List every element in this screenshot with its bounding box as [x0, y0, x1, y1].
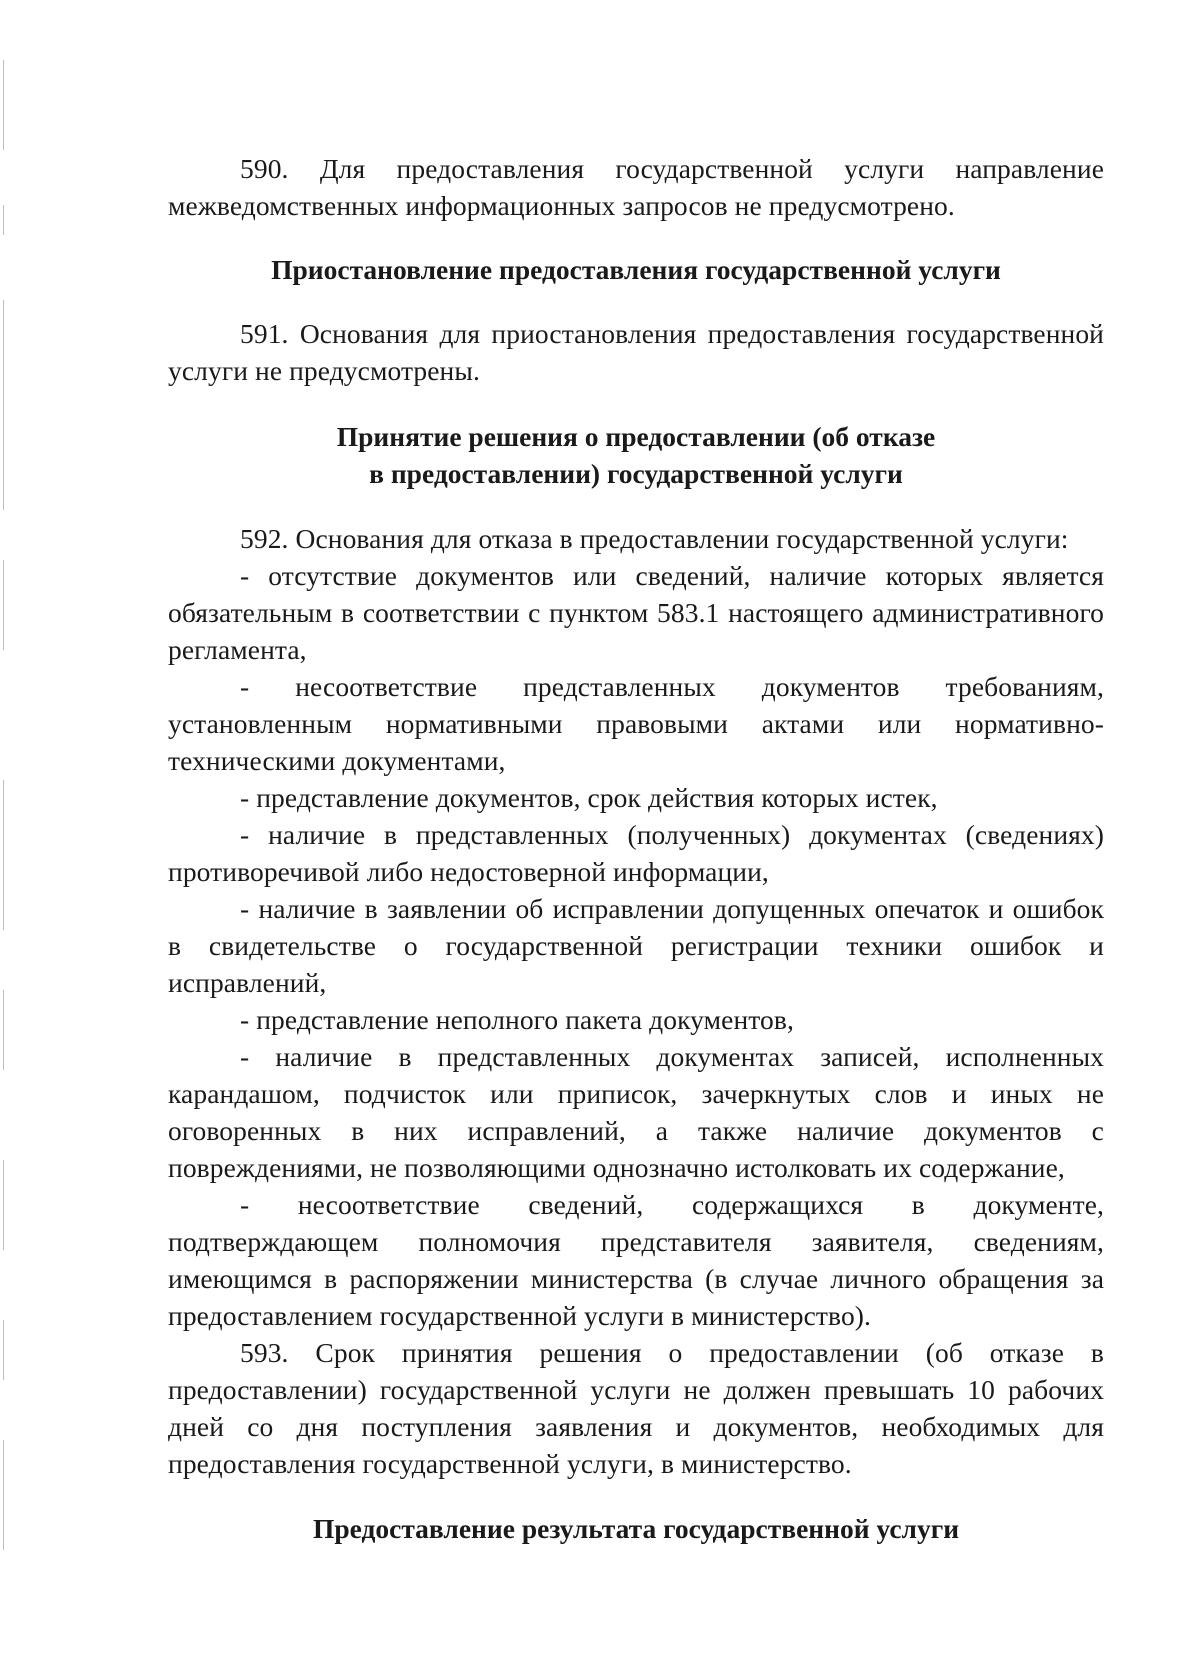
refusal-ground: - представление документов, срок действия которых истек,	[240, 782, 938, 813]
refusal-ground: - представление неполного пакета документов,	[240, 1004, 794, 1035]
heading-decision-line2: в предоставлении) государственной услуги	[369, 458, 903, 489]
scan-edge-mark	[3, 205, 4, 235]
heading-result: Предоставление результата государственной услуги	[312, 1513, 960, 1544]
refusal-ground: - отсутствие документов или сведений, наличие которых является обязательным в соответствии с пунктом 583.1 настоящего административного регламента,	[168, 560, 1104, 665]
scan-edge-mark	[3, 560, 4, 650]
paragraph-592-intro: 592. Основания для отказа в предоставлении государственной услуги:	[240, 523, 1069, 554]
scan-edge-mark	[3, 780, 4, 930]
scan-edge-mark	[3, 60, 4, 150]
refusal-ground: - несоответствие представленных документов требованиям, установленным нормативными правовыми актами или нормативно-техническими документами,	[168, 671, 1104, 776]
paragraph-590: 590. Для предоставления государственной услуги направление межведомственных информационных запросов не предусмотрено.	[168, 153, 1104, 221]
refusal-ground: - несоответствие сведений, содержащихся в документе, подтверждающем полномочия представителя заявителя, сведениям, имеющимся в распоряжении министерства (в случае личного обращения за предоставлением государственной услуги в министерство).	[168, 1189, 1104, 1331]
scan-edge-mark	[3, 1440, 4, 1550]
refusal-ground: - наличие в заявлении об исправлении допущенных опечаток и ошибок в свидетельстве о государственной регистрации техники ошибок и исправлений,	[168, 893, 1104, 998]
paragraph-593: 593. Срок принятия решения о предоставлении (об отказе в предоставлении) государственной услуги не должен превышать 10 рабочих дней со дня поступления заявления и документов, необходимых для предоставления государственной услуги, в министерство.	[168, 1337, 1104, 1479]
heading-suspension: Приостановление предоставления государственной услуги	[271, 254, 1001, 285]
scan-edge-mark	[3, 300, 4, 510]
refusal-ground: - наличие в представленных документах записей, исполненных карандашом, подчисток или приписок, зачеркнутых слов и иных не оговоренных в них исправлений, а также наличие документов с повреждениями, не позволяющими однозначно истолковать их содержание,	[168, 1041, 1104, 1183]
scan-edge-mark	[3, 1160, 4, 1250]
paragraph-591: 591. Основания для приостановления предоставления государственной услуги не предусмотрены.	[168, 318, 1104, 386]
heading-decision	[168, 418, 1104, 492]
heading-decision-line1: Принятие решения о предоставлении (об отказе	[336, 421, 936, 452]
scan-edge-mark	[3, 990, 4, 1070]
scan-edge-mark	[3, 1320, 4, 1380]
document-body	[168, 150, 1104, 1547]
refusal-ground: - наличие в представленных (полученных) документах (сведениях) противоречивой либо недостоверной информации,	[168, 819, 1104, 887]
